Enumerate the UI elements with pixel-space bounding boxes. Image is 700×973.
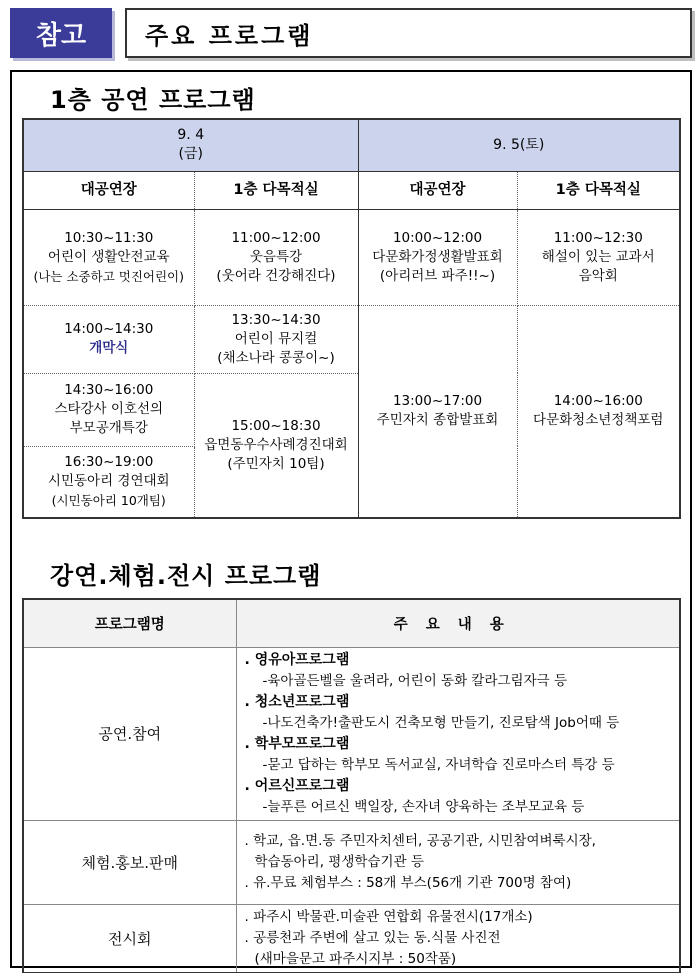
date1-day: 9. 4 — [177, 127, 205, 144]
cell-a1 — [23, 209, 194, 305]
cell-a2 — [23, 305, 194, 373]
program-content-experience — [236, 820, 680, 904]
time: 13:00~17:00 — [392, 393, 483, 410]
time: 14:00~16:00 — [553, 393, 643, 410]
event-name: 어린이 뮤지컬 — [234, 330, 318, 347]
experience-line-2: 학습동아리, 평생학습기관 등 — [254, 853, 424, 870]
event-name-opening: 개막식 — [89, 340, 129, 356]
time: 14:00~14:30 — [64, 321, 154, 337]
time: 10:30~11:30 — [64, 229, 154, 246]
cell-c1 — [358, 209, 517, 305]
event-detail: 부모공개특강 — [69, 420, 148, 436]
cell-d1 — [517, 209, 680, 305]
time: 11:00~12:00 — [231, 229, 321, 246]
event-name: 다문화가정생활발표회 — [372, 248, 503, 265]
time: 14:30~16:00 — [64, 382, 154, 398]
cell-b1 — [194, 209, 358, 305]
time: 10:00~12:00 — [392, 229, 483, 246]
event-name: 주민자치 종합발표회 — [376, 412, 499, 429]
experience-line-3: . 유.무료 체험부스 : 58개 부스(56개 기관 700명 참여) — [244, 874, 572, 891]
category-parent: . 학부모프로그램 — [244, 735, 350, 752]
date1-weekday: (금) — [178, 146, 203, 163]
event-detail: (주민자치 10팀) — [227, 455, 325, 472]
category-youth: . 청소년프로그램 — [244, 693, 350, 710]
event-name: 시민동아리 경연대회 — [47, 473, 170, 490]
date-header-sep5: 9. 5(토) — [358, 119, 680, 171]
event-name: 다문화청소년정책포럼 — [533, 412, 664, 429]
page-title: 주요 프로그램 — [125, 8, 692, 58]
program-name-exhibition: 전시회 — [23, 904, 236, 973]
col-header-main-hall-1: 대공연장 — [23, 171, 194, 209]
event-name: 해설이 있는 교과서 — [541, 248, 655, 265]
cell-a3 — [23, 373, 194, 446]
program-content-performance — [236, 647, 680, 820]
performance-schedule-table — [22, 118, 681, 519]
cell-b2 — [194, 305, 358, 373]
event-name: 웃음특강 — [249, 248, 303, 265]
header — [10, 8, 692, 60]
event-detail: 음악회 — [578, 267, 618, 284]
col-header-main-hall-2: 대공연장 — [358, 171, 517, 209]
program-name-experience: 체험.홍보.판매 — [23, 820, 236, 904]
program-name-performance: 공연.참여 — [23, 647, 236, 820]
event-name: 읍면동우수사례경진대회 — [204, 436, 348, 453]
time: 16:30~19:00 — [64, 454, 154, 471]
experience-line-1: . 학교, 읍.면.동 주민자치센터, 공공기관, 시민참여벼룩시장, — [244, 832, 596, 849]
event-detail: (나는 소중하고 멋진어린이) — [33, 268, 185, 284]
col-header-program-name: 프로그램명 — [23, 599, 236, 647]
category-senior: . 어르신프로그램 — [244, 777, 350, 794]
exhibition-line-2: . 공릉천과 주변에 살고 있는 동.식물 사진전 — [244, 929, 501, 946]
date-header-sep4 — [23, 119, 358, 171]
detail-youth: -나도건축가!출판도시 건축모형 만들기, 진로탐색 Job어때 등 — [262, 714, 620, 731]
reference-badge: 참고 — [10, 8, 112, 58]
exhibition-line-3: (새마을문고 파주시지부 : 50작품) — [254, 950, 457, 967]
section2-title: 강연.체험.전시 프로그램 — [50, 562, 322, 590]
cell-b3 — [194, 373, 358, 518]
time: 13:30~14:30 — [231, 311, 321, 328]
detail-infant: -육아골든벨을 울려라, 어린이 동화 칼라그림자극 등 — [262, 672, 567, 689]
event-detail: (아리러브 파주!!~) — [379, 267, 496, 284]
detail-senior: -늘푸른 어르신 백일장, 손자녀 양육하는 조부모교육 등 — [262, 798, 585, 815]
exhibition-line-1: . 파주시 박물관.미술관 연합회 유물전시(17개소) — [244, 908, 533, 925]
cell-d2 — [517, 305, 680, 518]
cell-a4 — [23, 446, 194, 518]
time: 15:00~18:30 — [231, 417, 321, 434]
col-header-main-content: 주요내용 — [236, 599, 680, 647]
cell-c2 — [358, 305, 517, 518]
col-header-multipurpose-2: 1층 다목적실 — [517, 171, 680, 209]
event-name: 스타강사 이호선의 — [54, 401, 164, 417]
time: 11:00~12:30 — [553, 229, 643, 246]
program-content-exhibition — [236, 904, 680, 973]
event-detail: (웃어라 건강해진다) — [216, 267, 336, 284]
event-name: 어린이 생활안전교육 — [47, 248, 170, 265]
section1-title: 1층 공연 프로그램 — [50, 86, 256, 114]
lecture-experience-exhibition-table — [22, 598, 681, 973]
col-header-multipurpose-1: 1층 다목적실 — [194, 171, 358, 209]
detail-parent: -묻고 답하는 학부모 독서교실, 자녀학습 진로마스터 특강 등 — [262, 756, 615, 773]
category-infant: . 영유아프로그램 — [244, 651, 350, 668]
event-detail: (채소나라 콩콩이~) — [217, 349, 335, 366]
event-detail: (시민동아리 10개팀) — [51, 493, 166, 509]
